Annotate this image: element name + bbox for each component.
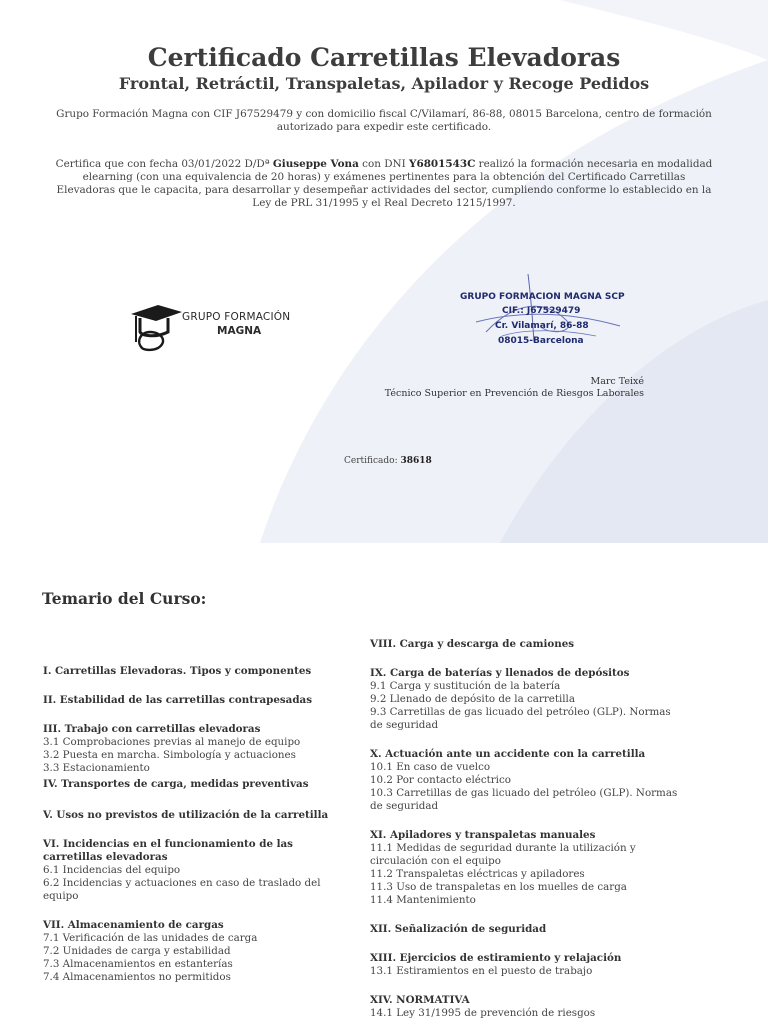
syllabus-section [43,838,353,903]
student-name: Giuseppe Vona [272,158,359,170]
syllabus-section [43,778,353,791]
logo-line2: MAGNA [217,325,262,337]
syllabus-section [370,638,680,651]
stamp-address: Cr. Vilamarí, 86-88 [495,321,589,331]
section-item: 14.1 Ley 31/1995 de prevención de riesgos [370,1007,596,1019]
stamp-company: GRUPO FORMACION MAGNA SCP [460,292,625,302]
syllabus-section [370,923,680,936]
section-item: 3.3 Estacionamiento [43,762,150,774]
syllabus-section [370,667,680,732]
section-item: 6.1 Incidencias del equipo [43,864,181,876]
section-title: VI. Incidencias en el funcionamiento de las carretillas elevadoras [43,838,293,863]
section-item: 11.4 Mantenimiento [370,894,476,906]
statement-mid: con DNI [358,158,410,170]
syllabus-section [43,694,353,707]
syllabus-section [43,919,353,984]
section-title: XIV. NORMATIVA [370,994,470,1006]
section-title: III. Trabajo con carretillas elevadoras [43,723,261,735]
student-dni: Y6801543C [409,158,476,170]
stamp-cif: CIF.: J67529479 [502,306,581,316]
section-item: 7.1 Verificación de las unidades de carga [43,932,258,944]
section-title: XIII. Ejercicios de estiramiento y relajación [370,952,622,964]
section-title: I. Carretillas Elevadoras. Tipos y componentes [43,665,312,677]
syllabus-section [370,829,680,907]
section-title: V. Usos no previstos de utilización de la carretilla [43,809,329,821]
section-item: 11.1 Medidas de seguridad durante la utilización y circulación con el equipo [370,842,636,867]
page-gap [0,543,768,561]
certification-statement [52,158,716,210]
signer-role: Técnico Superior en Prevención de Riesgos Laborales [384,388,644,399]
certificate-number-value: 38618 [400,456,432,466]
section-item: 7.2 Unidades de carga y estabilidad [43,945,231,957]
section-item: 7.4 Almacenamientos no permitidos [43,971,231,983]
syllabus-section [370,952,680,978]
section-title: VII. Almacenamiento de cargas [43,919,224,931]
section-item: 10.3 Carretillas de gas licuado del petróleo (GLP). Normas de seguridad [370,787,678,812]
section-item: 13.1 Estiramientos en el puesto de trabajo [370,965,593,977]
company-stamp [446,270,636,356]
stamp-city: 08015-Barcelona [498,336,584,346]
section-item: 7.3 Almacenamientos en estanterías [43,958,233,970]
section-title: X. Actuación ante un accidente con la carretilla [370,748,646,760]
syllabus-page [0,561,768,1024]
section-title: II. Estabilidad de las carretillas contrapesadas [43,694,313,706]
graduation-cap-icon [128,302,184,352]
section-item: 6.2 Incidencias y actuaciones en caso de traslado del equipo [43,877,321,902]
syllabus-title: Temario del Curso: [42,589,207,608]
certificate-number [344,456,432,466]
section-title: XII. Señalización de seguridad [370,923,547,935]
section-item: 10.2 Por contacto eléctrico [370,774,511,786]
certificate-number-label: Certificado: [344,456,401,466]
section-item: 3.1 Comprobaciones previas al manejo de equipo [43,736,301,748]
section-item: 10.1 En caso de vuelco [370,761,491,773]
statement-pre: Certifica que con fecha 03/01/2022 D/Dª [55,158,273,170]
section-title: VIII. Carga y descarga de camiones [370,638,575,650]
section-item: 11.3 Uso de transpaletas en los muelles de carga [370,881,627,893]
section-item: 9.3 Carretillas de gas licuado del petróleo (GLP). Normas de seguridad [370,706,671,731]
signer-name: Marc Teixé [590,376,644,387]
section-title: IV. Transportes de carga, medidas preventivas [43,778,309,790]
syllabus-section [370,748,680,813]
logo-line1: GRUPO FORMACIÓN [182,311,291,323]
syllabus-right-column [370,638,680,1020]
section-item: 9.2 Llenado de depósito de la carretilla [370,693,575,705]
syllabus-section [370,994,680,1020]
issuer-statement: Grupo Formación Magna con CIF J67529479 y con domicilio fiscal C/Vilamarí, 86-88, 08015 Barcelona, centro de formación autorizado para expedir este certificado. [56,108,712,133]
syllabus-section [43,665,353,678]
section-item: 11.2 Transpaletas eléctricas y apiladores [370,868,585,880]
certificate-subtitle: Frontal, Retráctil, Transpaletas, Apilador y Recoge Pedidos [118,74,650,93]
syllabus-left-column [43,665,353,984]
section-title: IX. Carga de baterías y llenados de depósitos [370,667,630,679]
section-title: XI. Apiladores y transpaletas manuales [370,829,596,841]
syllabus-section [43,723,353,775]
certificate-title: Certificado Carretillas Elevadoras [147,43,621,72]
section-item: 3.2 Puesta en marcha. Simbología y actuaciones [43,749,296,761]
syllabus-section [43,809,353,822]
section-item: 9.1 Carga y sustitución de la batería [370,680,561,692]
company-logo [128,302,308,354]
statement-post: realizó la formación necesaria en modalidad elearning (con una equivalencia de 20 horas) y exámenes pertinentes para la obtención del Certificado Carretillas Elevadoras que le capacita, para desarrollar y desempeñar actividades del sector, cumpliendo conforme lo establecido en la Ley de PRL 31/1995 y el Real Decreto 1215/1997. [56,158,713,209]
